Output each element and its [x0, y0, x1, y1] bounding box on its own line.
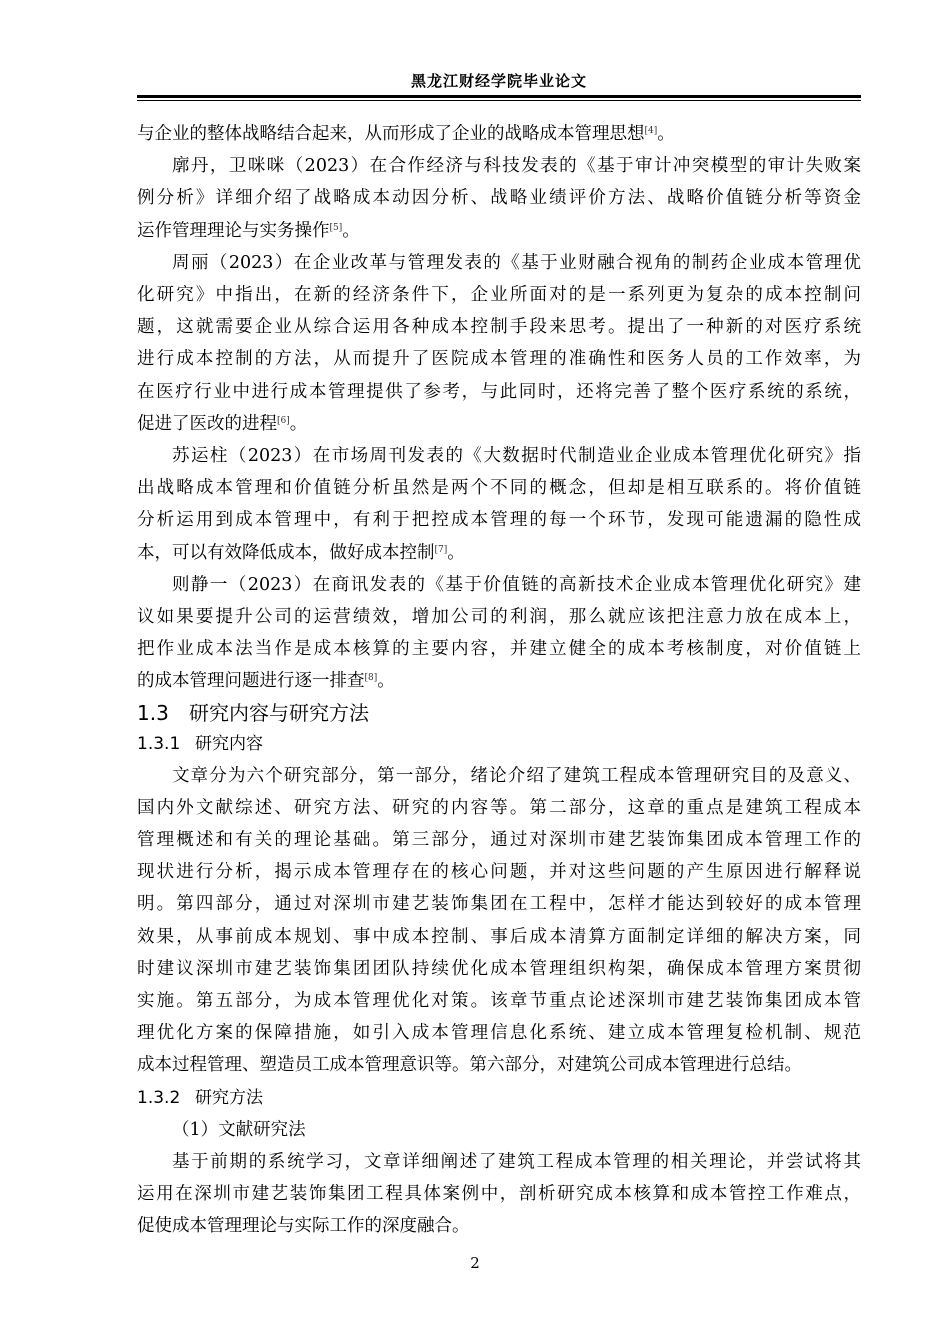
page-body [137, 118, 861, 1243]
citation-marker: [7] [434, 544, 448, 555]
body-paragraph-line: 的成本管理问题进行逐一排查[8]。 [137, 671, 395, 692]
subsection-title: 研究方法 [195, 1087, 263, 1108]
body-paragraph-line: 则静一（2023）在商讯发表的《基于价值链的高新技术企业成本管理优化研究》建 [172, 574, 861, 595]
body-paragraph-line: 进行成本控制的方法，从而提升了医院成本管理的准确性和医务人员的工作效率，为 [137, 349, 861, 370]
body-paragraph-line: 本，可以有效降低成本，做好成本控制[7]。 [137, 542, 465, 563]
citation-marker: [8] [364, 673, 378, 684]
section-number: 1.3 [137, 700, 169, 725]
body-paragraph-line: 议如果要提升公司的运营绩效，增加公司的利润，那么就应该把注意力放在成本上， [137, 607, 861, 628]
header-rule-thick [137, 95, 861, 98]
body-paragraph-line: 理优化方案的保障措施，如引入成本管理信息化系统、建立成本管理复检机制、规范 [137, 1023, 861, 1044]
subsection-number: 1.3.1 [137, 733, 181, 754]
page-header-title: 黑龙江财经学院毕业论文 [410, 72, 587, 90]
body-paragraph-line: 基于前期的系统学习，文章详细阐述了建筑工程成本管理的相关理论，并尝试将其 [172, 1151, 861, 1172]
body-paragraph-line: 把作业成本法当作是成本核算的主要内容，并建立健全的成本考核制度，对价值链上 [137, 639, 861, 660]
subsection-heading-1-3-1 [137, 728, 861, 760]
subsection-title: 研究内容 [195, 733, 263, 754]
body-paragraph-line: 苏运柱（2023）在市场周刊发表的《大数据时代制造业企业成本管理优化研究》指 [172, 446, 861, 467]
body-paragraph-line: 周丽（2023）在企业改革与管理发表的《基于业财融合视角的制药企业成本管理优 [172, 252, 861, 273]
subsection-number: 1.3.2 [137, 1087, 181, 1108]
body-paragraph-line: 国内外文献综述、研究方法、研究的内容等。第二部分，这章的重点是建筑工程成本 [137, 797, 861, 818]
body-paragraph: 与企业的整体战略结合起来，从而形成了企业的战略成本管理思想[4]。 [137, 124, 675, 144]
body-paragraph-line: 促进了医改的进程[6]。 [137, 413, 308, 434]
body-paragraph-line: 管理概述和有关的理论基础。第三部分，通过对深圳市建艺装饰集团成本管理工作的 [137, 830, 861, 851]
citation-marker: [6] [277, 415, 290, 426]
body-paragraph-line: 在医疗行业中进行成本管理提供了参考，与此同时，还将完善了整个医疗系统的系统， [137, 381, 861, 402]
body-paragraph-line: 例分析》详细介绍了战略成本动因分析、战略业绩评价方法、战略价值链分析等资金 [137, 188, 861, 209]
body-paragraph-line: 化研究》中指出，在新的经济条件下，企业所面对的是一系列更为复杂的成本控制问 [137, 285, 861, 306]
subsection-heading-1-3-2 [137, 1082, 861, 1114]
body-paragraph-line: 实施。第五部分，为成本管理优化对策。该章节重点论述深圳市建艺装饰集团成本管 [137, 991, 861, 1012]
header-rule-thin [137, 100, 861, 101]
section-title: 研究内容与研究方法 [189, 700, 369, 725]
method-label: （1）文献研究法 [172, 1119, 306, 1140]
body-paragraph-line: 出战略成本管理和价值链分析虽然是两个不同的概念，但却是相互联系的。将价值链 [137, 478, 861, 499]
body-paragraph-line: 明。第四部分，通过对深圳市建艺装饰集团在工程中，怎样才能达到较好的成本管理 [137, 894, 861, 915]
body-paragraph-line: 现状进行分析，揭示成本管理存在的核心问题，并对这些问题的产生原因进行解释说 [137, 862, 861, 883]
page-number: 2 [470, 1254, 480, 1272]
body-paragraph-line: 时建议深圳市建艺装饰集团团队持续优化成本管理组织构架，确保成本管理方案贯彻 [137, 958, 861, 979]
body-paragraph-line: 效果，从事前成本规划、事中成本控制、事后成本清算方面制定详细的解决方案，同 [137, 926, 861, 947]
body-paragraph-line: 运作管理理论与实务操作[5]。 [137, 220, 360, 241]
section-heading-1-3 [137, 698, 861, 728]
body-paragraph-line: 成本过程管理、塑造员工成本管理意识等。第六部分，对建筑公司成本管理进行总结。 [137, 1055, 802, 1076]
body-paragraph-line: 题，这就需要企业从综合运用各种成本控制手段来思考。提出了一种新的对医疗系统 [137, 317, 861, 338]
citation-marker: [4] [644, 126, 658, 136]
citation-marker: [5] [329, 222, 343, 233]
body-paragraph-line: 促使成本管理理论与实际工作的深度融合。 [137, 1216, 470, 1237]
body-paragraph-line: 文章分为六个研究部分，第一部分，绪论介绍了建筑工程成本管理研究目的及意义、 [172, 765, 861, 786]
body-paragraph-line: 廓丹，卫咪咪（2023）在合作经济与科技发表的《基于审计冲突模型的审计失败案 [172, 156, 861, 177]
body-paragraph-line: 运用在深圳市建艺装饰集团工程具体案例中，剖析研究成本核算和成本管控工作难点， [137, 1184, 861, 1205]
body-paragraph-line: 分析运用到成本管理中，有利于把控成本管理的每一个环节，发现可能遗漏的隐性成 [137, 510, 861, 531]
